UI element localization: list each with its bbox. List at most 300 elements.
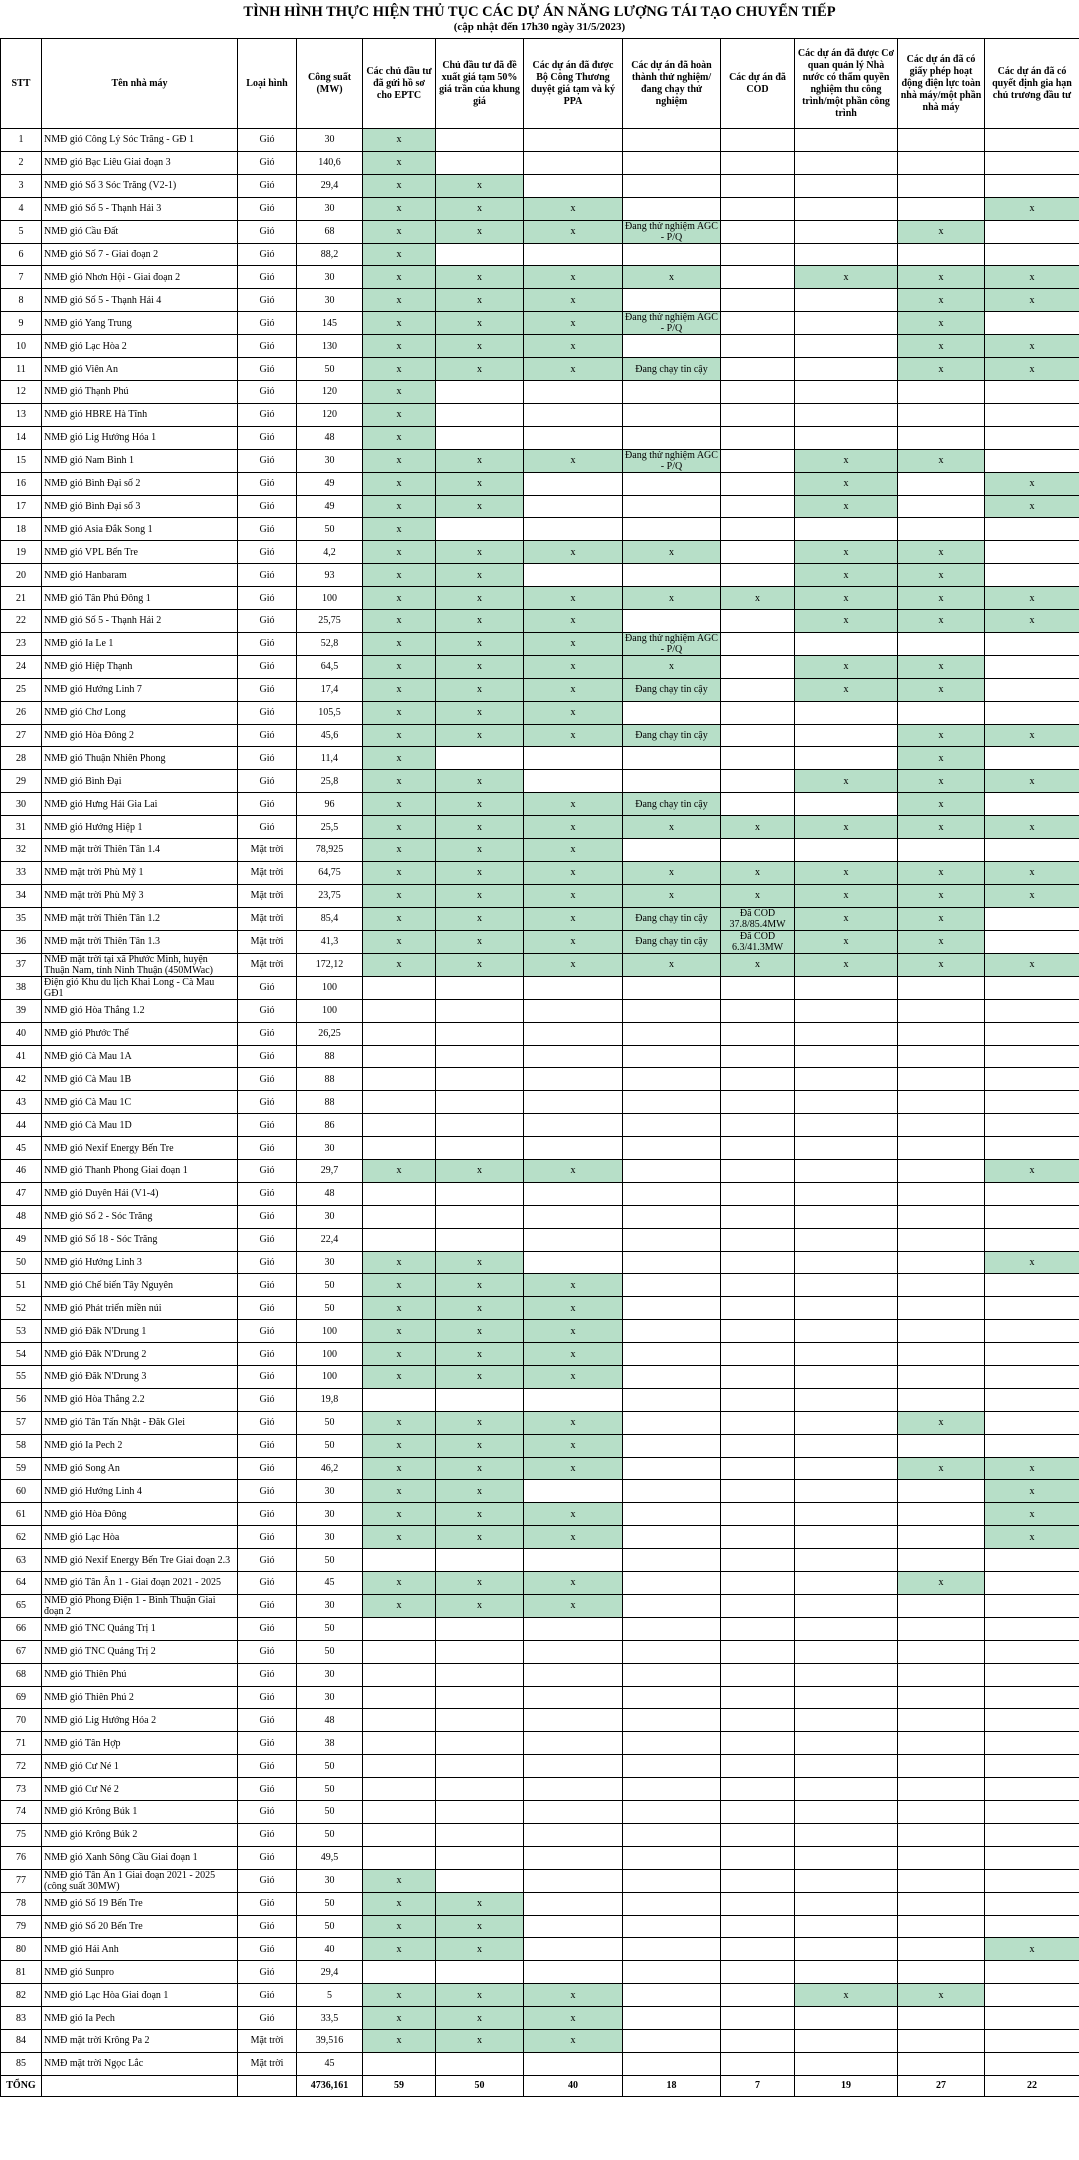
cell-cod bbox=[721, 1503, 795, 1526]
cell-capacity: 23,75 bbox=[297, 884, 363, 907]
table-row bbox=[1, 1549, 1079, 1572]
cell-testing bbox=[623, 1297, 721, 1320]
cell-proposed-price: x bbox=[436, 449, 524, 472]
table-row bbox=[1, 1228, 1079, 1251]
cell-extension bbox=[985, 1045, 1079, 1068]
cell-plant-name: NMĐ gió Ia Pech bbox=[42, 2007, 238, 2030]
cell-cod bbox=[721, 2007, 795, 2030]
cell-cod bbox=[721, 1686, 795, 1709]
cell-plant-name: NMĐ gió Viên An bbox=[42, 358, 238, 381]
cell-ppa bbox=[524, 1801, 623, 1824]
cell-plant-name: NMĐ gió Lig Hướng Hóa 2 bbox=[42, 1709, 238, 1732]
cell-testing bbox=[623, 1961, 721, 1984]
cell-eptc: x bbox=[363, 266, 436, 289]
cell-cod bbox=[721, 1961, 795, 1984]
cell-type: Gió bbox=[238, 243, 297, 266]
cell-capacity: 30 bbox=[297, 129, 363, 152]
cell-type: Gió bbox=[238, 197, 297, 220]
cell-eptc: x bbox=[363, 335, 436, 358]
total-eptc: 59 bbox=[363, 2075, 436, 2096]
cell-cod bbox=[721, 1365, 795, 1388]
cell-license bbox=[898, 197, 985, 220]
cell-plant-name: NMĐ gió Số 3 Sóc Trăng (V2-1) bbox=[42, 174, 238, 197]
table-row bbox=[1, 1274, 1079, 1297]
cell-extension: x bbox=[985, 335, 1079, 358]
cell-cod bbox=[721, 564, 795, 587]
cell-extension bbox=[985, 1709, 1079, 1732]
cell-license bbox=[898, 632, 985, 655]
cell-type: Gió bbox=[238, 1434, 297, 1457]
cell-capacity: 140,6 bbox=[297, 151, 363, 174]
cell-extension bbox=[985, 1640, 1079, 1663]
cell-testing bbox=[623, 518, 721, 541]
cell-cod bbox=[721, 632, 795, 655]
cell-license bbox=[898, 1961, 985, 1984]
cell-cod bbox=[721, 1457, 795, 1480]
cell-plant-name: NMĐ gió Ia Pech 2 bbox=[42, 1434, 238, 1457]
cell-testing bbox=[623, 1526, 721, 1549]
cell-extension bbox=[985, 907, 1079, 930]
cell-ppa: x bbox=[524, 1365, 623, 1388]
cell-extension bbox=[985, 129, 1079, 152]
cell-type: Mặt trời bbox=[238, 2030, 297, 2053]
cell-ppa bbox=[524, 1823, 623, 1846]
cell-cod: x bbox=[721, 816, 795, 839]
cell-plant-name: NMĐ gió TNC Quảng Trị 2 bbox=[42, 1640, 238, 1663]
cell-capacity: 50 bbox=[297, 358, 363, 381]
col-header-extension: Các dự án đã có quyết định gia hạn chủ trương đầu tư bbox=[985, 39, 1079, 129]
cell-plant-name: NMĐ gió Thiên Phú bbox=[42, 1663, 238, 1686]
cell-license: x bbox=[898, 1411, 985, 1434]
cell-acceptance bbox=[795, 1297, 898, 1320]
cell-stt: 71 bbox=[1, 1732, 42, 1755]
cell-plant-name: NMĐ gió Tân Hợp bbox=[42, 1732, 238, 1755]
cell-ppa bbox=[524, 1778, 623, 1801]
cell-stt: 84 bbox=[1, 2030, 42, 2053]
cell-cod bbox=[721, 724, 795, 747]
cell-acceptance: x bbox=[795, 1984, 898, 2007]
cell-cod bbox=[721, 1594, 795, 1617]
cell-testing bbox=[623, 1480, 721, 1503]
cell-type: Gió bbox=[238, 1846, 297, 1869]
cell-plant-name: NMĐ gió Cà Mau 1D bbox=[42, 1114, 238, 1137]
cell-cod bbox=[721, 1892, 795, 1915]
cell-eptc: x bbox=[363, 1320, 436, 1343]
cell-ppa bbox=[524, 747, 623, 770]
cell-cod bbox=[721, 655, 795, 678]
total-license: 27 bbox=[898, 2075, 985, 2096]
cell-license: x bbox=[898, 1984, 985, 2007]
cell-type: Gió bbox=[238, 1709, 297, 1732]
table-row bbox=[1, 197, 1079, 220]
cell-type: Gió bbox=[238, 1732, 297, 1755]
cell-license bbox=[898, 999, 985, 1022]
cell-testing: x bbox=[623, 541, 721, 564]
cell-extension bbox=[985, 1434, 1079, 1457]
table-row bbox=[1, 129, 1079, 152]
cell-ppa bbox=[524, 1205, 623, 1228]
cell-cod bbox=[721, 1732, 795, 1755]
cell-stt: 70 bbox=[1, 1709, 42, 1732]
cell-capacity: 120 bbox=[297, 381, 363, 404]
cell-proposed-price bbox=[436, 1388, 524, 1411]
cell-capacity: 172,12 bbox=[297, 953, 363, 976]
cell-license bbox=[898, 1549, 985, 1572]
cell-ppa bbox=[524, 1617, 623, 1640]
table-row bbox=[1, 1686, 1079, 1709]
cell-acceptance bbox=[795, 220, 898, 243]
cell-plant-name: NMĐ mặt trời tại xã Phước Minh, huyện Thuận Nam, tỉnh Ninh Thuận (450MWac) bbox=[42, 953, 238, 976]
cell-type: Gió bbox=[238, 999, 297, 1022]
cell-proposed-price bbox=[436, 129, 524, 152]
cell-eptc bbox=[363, 1846, 436, 1869]
cell-proposed-price: x bbox=[436, 1526, 524, 1549]
cell-license: x bbox=[898, 312, 985, 335]
cell-extension bbox=[985, 449, 1079, 472]
cell-proposed-price bbox=[436, 1549, 524, 1572]
table-row bbox=[1, 564, 1079, 587]
cell-ppa: x bbox=[524, 678, 623, 701]
cell-eptc: x bbox=[363, 403, 436, 426]
cell-ppa: x bbox=[524, 907, 623, 930]
cell-acceptance bbox=[795, 151, 898, 174]
cell-license bbox=[898, 243, 985, 266]
cell-capacity: 100 bbox=[297, 1343, 363, 1366]
cell-testing bbox=[623, 381, 721, 404]
cell-license: x bbox=[898, 587, 985, 610]
cell-proposed-price: x bbox=[436, 289, 524, 312]
cell-testing bbox=[623, 1686, 721, 1709]
cell-ppa bbox=[524, 1137, 623, 1160]
cell-testing bbox=[623, 976, 721, 999]
cell-cod bbox=[721, 770, 795, 793]
cell-capacity: 25,5 bbox=[297, 816, 363, 839]
table-row bbox=[1, 793, 1079, 816]
cell-plant-name: NMĐ mặt trời Krông Pa 2 bbox=[42, 2030, 238, 2053]
cell-testing bbox=[623, 1022, 721, 1045]
cell-cod bbox=[721, 1320, 795, 1343]
table-row bbox=[1, 1938, 1079, 1961]
cell-plant-name: NMĐ gió Thạnh Phú bbox=[42, 381, 238, 404]
cell-extension: x bbox=[985, 1159, 1079, 1182]
cell-license bbox=[898, 1709, 985, 1732]
total-row bbox=[1, 2075, 1079, 2096]
cell-extension: x bbox=[985, 495, 1079, 518]
cell-proposed-price bbox=[436, 1205, 524, 1228]
cell-license: x bbox=[898, 289, 985, 312]
cell-eptc: x bbox=[363, 312, 436, 335]
cell-stt: 27 bbox=[1, 724, 42, 747]
cell-eptc: x bbox=[363, 839, 436, 862]
cell-stt: 53 bbox=[1, 1320, 42, 1343]
cell-type: Gió bbox=[238, 1686, 297, 1709]
col-header-acceptance: Các dự án đã được Cơ quan quản lý Nhà nước có thẩm quyền nghiệm thu công trình/một phần công trình bbox=[795, 39, 898, 129]
cell-extension bbox=[985, 1594, 1079, 1617]
cell-testing: x bbox=[623, 816, 721, 839]
cell-plant-name: NMĐ gió Asia Đắk Song 1 bbox=[42, 518, 238, 541]
cell-proposed-price: x bbox=[436, 884, 524, 907]
cell-capacity: 38 bbox=[297, 1732, 363, 1755]
cell-testing bbox=[623, 701, 721, 724]
cell-ppa: x bbox=[524, 861, 623, 884]
cell-license bbox=[898, 1503, 985, 1526]
cell-type: Gió bbox=[238, 1411, 297, 1434]
cell-ppa: x bbox=[524, 1984, 623, 2007]
cell-capacity: 64,5 bbox=[297, 655, 363, 678]
cell-plant-name: NMĐ mặt trời Ngọc Lắc bbox=[42, 2052, 238, 2075]
cell-acceptance bbox=[795, 243, 898, 266]
cell-plant-name: NMĐ gió Krông Búk 2 bbox=[42, 1823, 238, 1846]
table-row bbox=[1, 243, 1079, 266]
cell-testing bbox=[623, 1755, 721, 1778]
cell-type: Gió bbox=[238, 1755, 297, 1778]
cell-testing bbox=[623, 1823, 721, 1846]
cell-testing bbox=[623, 1411, 721, 1434]
projects-table bbox=[0, 38, 1079, 2097]
cell-cod: x bbox=[721, 861, 795, 884]
cell-testing bbox=[623, 2052, 721, 2075]
cell-acceptance bbox=[795, 1823, 898, 1846]
cell-ppa bbox=[524, 770, 623, 793]
cell-type: Gió bbox=[238, 495, 297, 518]
cell-capacity: 64,75 bbox=[297, 861, 363, 884]
table-row bbox=[1, 930, 1079, 953]
cell-eptc bbox=[363, 1549, 436, 1572]
table-row bbox=[1, 701, 1079, 724]
cell-testing bbox=[623, 1594, 721, 1617]
cell-cod bbox=[721, 1137, 795, 1160]
cell-proposed-price bbox=[436, 1045, 524, 1068]
cell-testing bbox=[623, 1938, 721, 1961]
cell-stt: 77 bbox=[1, 1869, 42, 1892]
cell-proposed-price: x bbox=[436, 1343, 524, 1366]
cell-eptc: x bbox=[363, 1159, 436, 1182]
cell-cod bbox=[721, 1411, 795, 1434]
cell-capacity: 50 bbox=[297, 1411, 363, 1434]
cell-proposed-price: x bbox=[436, 839, 524, 862]
cell-cod bbox=[721, 518, 795, 541]
cell-eptc: x bbox=[363, 1434, 436, 1457]
total-capacity: 4736,161 bbox=[297, 2075, 363, 2096]
table-row bbox=[1, 1709, 1079, 1732]
cell-license: x bbox=[898, 1571, 985, 1594]
cell-plant-name: NMĐ gió Hiệp Thạnh bbox=[42, 655, 238, 678]
table-row bbox=[1, 1640, 1079, 1663]
cell-stt: 75 bbox=[1, 1823, 42, 1846]
cell-capacity: 93 bbox=[297, 564, 363, 587]
col-header-cod: Các dự án đã COD bbox=[721, 39, 795, 129]
cell-cod bbox=[721, 701, 795, 724]
cell-plant-name: NMĐ gió Cư Né 1 bbox=[42, 1755, 238, 1778]
cell-stt: 82 bbox=[1, 1984, 42, 2007]
cell-plant-name: NMĐ gió Duyên Hải (V1-4) bbox=[42, 1182, 238, 1205]
cell-testing bbox=[623, 1114, 721, 1137]
cell-testing bbox=[623, 1846, 721, 1869]
cell-license bbox=[898, 1938, 985, 1961]
cell-plant-name: NMĐ gió VPL Bến Tre bbox=[42, 541, 238, 564]
cell-extension bbox=[985, 518, 1079, 541]
cell-extension bbox=[985, 1182, 1079, 1205]
cell-license: x bbox=[898, 655, 985, 678]
cell-proposed-price: x bbox=[436, 1503, 524, 1526]
cell-testing: Đang chạy tin cậy bbox=[623, 358, 721, 381]
col-header-testing: Các dự án đã hoàn thành thử nghiệm/đang chạy thử nghiệm bbox=[623, 39, 721, 129]
cell-cod bbox=[721, 151, 795, 174]
cell-eptc: x bbox=[363, 1251, 436, 1274]
table-row bbox=[1, 1045, 1079, 1068]
cell-license bbox=[898, 1823, 985, 1846]
cell-capacity: 29,4 bbox=[297, 1961, 363, 1984]
cell-eptc: x bbox=[363, 564, 436, 587]
cell-cod bbox=[721, 1045, 795, 1068]
cell-cod bbox=[721, 174, 795, 197]
cell-eptc: x bbox=[363, 1297, 436, 1320]
cell-ppa bbox=[524, 1663, 623, 1686]
cell-acceptance bbox=[795, 724, 898, 747]
cell-acceptance: x bbox=[795, 930, 898, 953]
cell-type: Gió bbox=[238, 1365, 297, 1388]
cell-license bbox=[898, 518, 985, 541]
table-row bbox=[1, 1320, 1079, 1343]
cell-acceptance: x bbox=[795, 266, 898, 289]
cell-ppa bbox=[524, 1892, 623, 1915]
cell-eptc: x bbox=[363, 816, 436, 839]
cell-cod bbox=[721, 358, 795, 381]
cell-ppa: x bbox=[524, 610, 623, 633]
cell-type: Mặt trời bbox=[238, 907, 297, 930]
cell-eptc: x bbox=[363, 1594, 436, 1617]
cell-stt: 65 bbox=[1, 1594, 42, 1617]
table-row bbox=[1, 1892, 1079, 1915]
cell-eptc: x bbox=[363, 174, 436, 197]
cell-eptc: x bbox=[363, 1571, 436, 1594]
cell-eptc: x bbox=[363, 1984, 436, 2007]
cell-testing bbox=[623, 1228, 721, 1251]
cell-plant-name: NMĐ gió Bạc Liêu Giai đoạn 3 bbox=[42, 151, 238, 174]
cell-capacity: 45,6 bbox=[297, 724, 363, 747]
cell-extension bbox=[985, 1686, 1079, 1709]
cell-extension: x bbox=[985, 610, 1079, 633]
cell-license bbox=[898, 403, 985, 426]
cell-cod bbox=[721, 1640, 795, 1663]
cell-ppa bbox=[524, 999, 623, 1022]
cell-testing bbox=[623, 1365, 721, 1388]
cell-extension bbox=[985, 747, 1079, 770]
cell-type: Gió bbox=[238, 1938, 297, 1961]
cell-plant-name: NMĐ gió Hòa Đông bbox=[42, 1503, 238, 1526]
cell-license bbox=[898, 1434, 985, 1457]
cell-stt: 31 bbox=[1, 816, 42, 839]
table-row bbox=[1, 884, 1079, 907]
cell-extension bbox=[985, 1571, 1079, 1594]
cell-eptc: x bbox=[363, 1274, 436, 1297]
cell-stt: 15 bbox=[1, 449, 42, 472]
cell-acceptance: x bbox=[795, 564, 898, 587]
cell-type: Mặt trời bbox=[238, 861, 297, 884]
cell-type: Gió bbox=[238, 1274, 297, 1297]
cell-ppa: x bbox=[524, 816, 623, 839]
cell-proposed-price bbox=[436, 1732, 524, 1755]
cell-plant-name: NMĐ gió Thanh Phong Giai đoạn 1 bbox=[42, 1159, 238, 1182]
cell-stt: 37 bbox=[1, 953, 42, 976]
cell-acceptance bbox=[795, 1045, 898, 1068]
table-row bbox=[1, 1801, 1079, 1824]
cell-cod bbox=[721, 1274, 795, 1297]
cell-capacity: 33,5 bbox=[297, 2007, 363, 2030]
cell-eptc: x bbox=[363, 861, 436, 884]
cell-capacity: 30 bbox=[297, 1663, 363, 1686]
cell-proposed-price: x bbox=[436, 1159, 524, 1182]
cell-extension: x bbox=[985, 358, 1079, 381]
cell-eptc: x bbox=[363, 381, 436, 404]
cell-ppa bbox=[524, 243, 623, 266]
cell-license bbox=[898, 1159, 985, 1182]
cell-stt: 76 bbox=[1, 1846, 42, 1869]
cell-acceptance: x bbox=[795, 587, 898, 610]
table-row bbox=[1, 220, 1079, 243]
cell-proposed-price: x bbox=[436, 564, 524, 587]
cell-extension bbox=[985, 1846, 1079, 1869]
cell-acceptance bbox=[795, 1801, 898, 1824]
cell-extension: x bbox=[985, 266, 1079, 289]
cell-type: Gió bbox=[238, 701, 297, 724]
cell-license: x bbox=[898, 816, 985, 839]
cell-capacity: 48 bbox=[297, 1709, 363, 1732]
cell-stt: 38 bbox=[1, 976, 42, 999]
cell-testing bbox=[623, 1137, 721, 1160]
table-row bbox=[1, 1091, 1079, 1114]
cell-stt: 43 bbox=[1, 1091, 42, 1114]
col-header-proposed-price: Chủ đầu tư đã đề xuất giá tạm 50% giá trần của khung giá bbox=[436, 39, 524, 129]
cell-stt: 79 bbox=[1, 1915, 42, 1938]
cell-cod bbox=[721, 1434, 795, 1457]
cell-testing bbox=[623, 1869, 721, 1892]
cell-ppa bbox=[524, 381, 623, 404]
cell-plant-name: NMĐ gió Cà Mau 1B bbox=[42, 1068, 238, 1091]
table-row bbox=[1, 1182, 1079, 1205]
cell-ppa bbox=[524, 1869, 623, 1892]
cell-testing bbox=[623, 472, 721, 495]
cell-capacity: 30 bbox=[297, 1526, 363, 1549]
col-header-name: Tên nhà máy bbox=[42, 39, 238, 129]
cell-eptc bbox=[363, 1182, 436, 1205]
cell-acceptance bbox=[795, 289, 898, 312]
cell-extension bbox=[985, 1388, 1079, 1411]
cell-testing: Đang thử nghiệm AGC - P/Q bbox=[623, 220, 721, 243]
cell-plant-name: NMĐ gió Hanbaram bbox=[42, 564, 238, 587]
cell-stt: 30 bbox=[1, 793, 42, 816]
cell-testing: x bbox=[623, 655, 721, 678]
cell-extension bbox=[985, 839, 1079, 862]
cell-acceptance bbox=[795, 1640, 898, 1663]
cell-capacity: 25,8 bbox=[297, 770, 363, 793]
cell-license: x bbox=[898, 747, 985, 770]
cell-license bbox=[898, 976, 985, 999]
cell-acceptance bbox=[795, 1938, 898, 1961]
total-acceptance: 19 bbox=[795, 2075, 898, 2096]
cell-license: x bbox=[898, 610, 985, 633]
table-row bbox=[1, 449, 1079, 472]
cell-eptc: x bbox=[363, 770, 436, 793]
cell-ppa bbox=[524, 1251, 623, 1274]
cell-stt: 48 bbox=[1, 1205, 42, 1228]
cell-license: x bbox=[898, 884, 985, 907]
cell-license: x bbox=[898, 953, 985, 976]
cell-proposed-price bbox=[436, 747, 524, 770]
cell-capacity: 50 bbox=[297, 1617, 363, 1640]
table-row bbox=[1, 151, 1079, 174]
cell-plant-name: NMĐ mặt trời Thiên Tân 1.2 bbox=[42, 907, 238, 930]
